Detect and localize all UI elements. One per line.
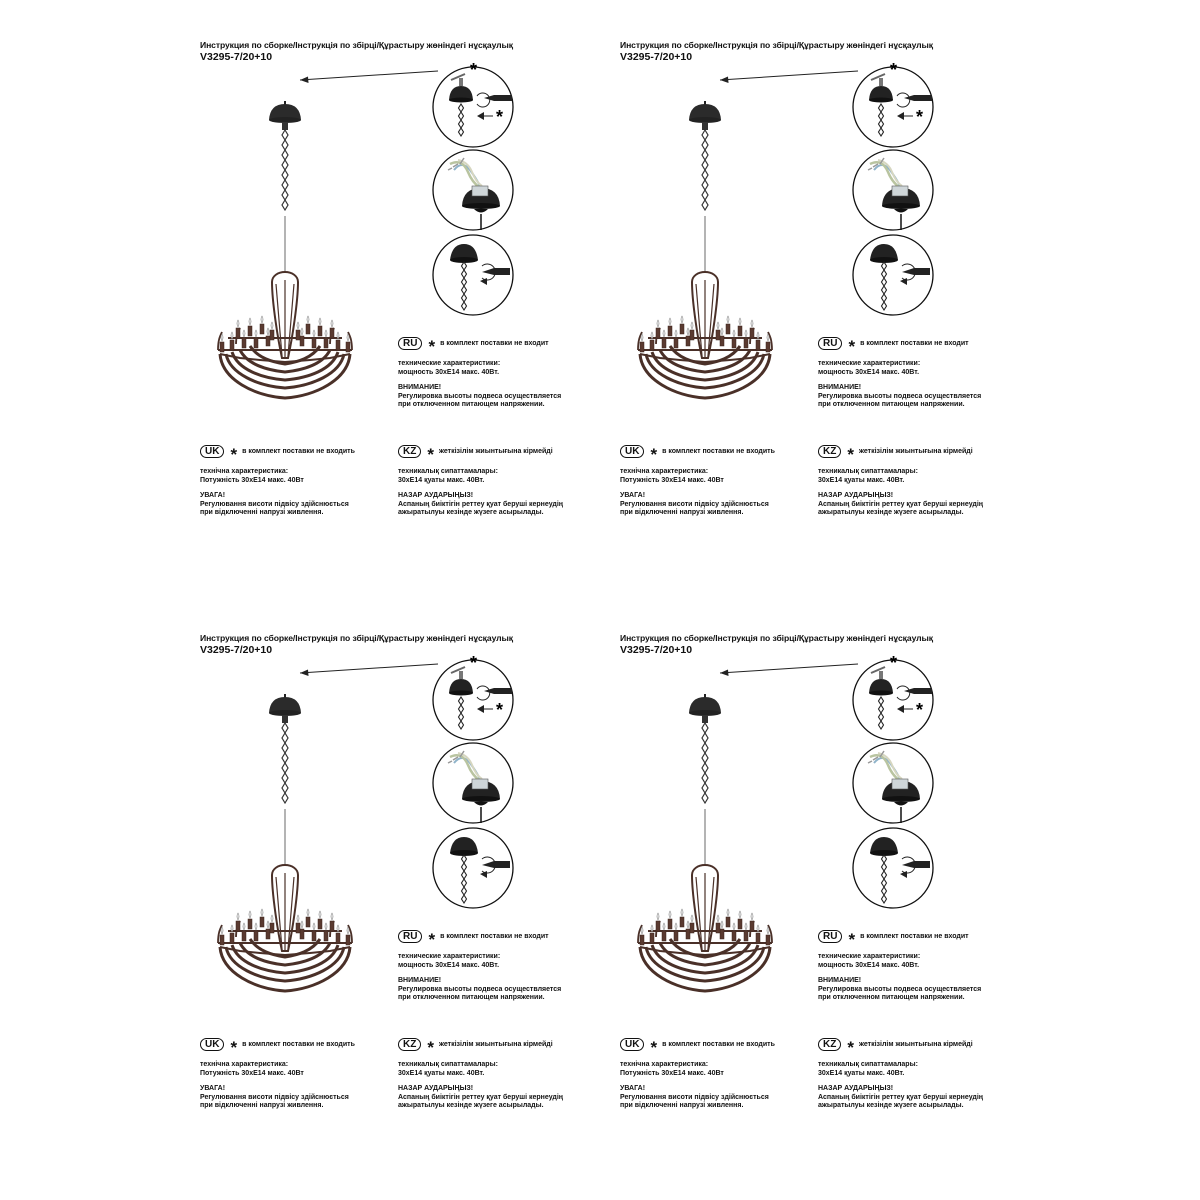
wire-connection-step-icon: [433, 743, 513, 823]
kz-badge: KZ: [398, 445, 421, 458]
uk-spec-value: Потужність 30xE14 макс. 40Вт: [620, 476, 724, 484]
uk-spec-value: Потужність 30xE14 макс. 40Вт: [620, 1069, 724, 1077]
ru-spec-block: [398, 360, 561, 410]
uk-warning-title: УВАГА!: [620, 1085, 646, 1093]
pointer-arrow-icon: [300, 664, 438, 676]
uk-note: в комплект поставки не входить: [242, 1041, 355, 1048]
ru-note: в комплект поставки не входит: [440, 933, 549, 940]
ru-warning-line-1: Регулировка высоты подвеса осуществляется: [398, 985, 562, 993]
asterisk-icon: *: [427, 1037, 434, 1057]
ru-spec-title: технические характеристики:: [818, 360, 921, 367]
ru-note: в комплект поставки не входит: [440, 340, 549, 347]
asterisk-icon: *: [650, 444, 658, 464]
ru-spec-block: [398, 953, 561, 1003]
instruction-sheet: [200, 633, 620, 1193]
uk-spec-title: технічна характеристика:: [620, 1061, 709, 1068]
uk-warning-line-2: при відключенні напрузі живлення.: [620, 509, 744, 517]
chandelier-icon: [218, 216, 352, 398]
ru-note-row: [818, 929, 969, 949]
kz-badge: KZ: [818, 445, 841, 458]
ru-warning-title: ВНИМАНИЕ!: [398, 384, 442, 392]
ru-warning-title: ВНИМАНИЕ!: [818, 384, 862, 392]
page-title: Инструкция по сборке/Інструкція по збірці/Құрастыру жөніндегі нұсқаулық: [200, 40, 513, 50]
kz-spec-block: [818, 468, 983, 518]
ru-warning-line-2: при отключенном питающем напряжении.: [398, 401, 545, 409]
uk-warning-line-1: Регулювання висоти підвісу здійснюється: [620, 500, 769, 508]
kz-note-row: [818, 1037, 973, 1057]
wire-connection-step-icon: [853, 743, 933, 823]
ru-warning-line-2: при отключенном питающем напряжении.: [818, 401, 965, 409]
kz-warning-title: НАЗАР АУДАРЫҢЫЗ!: [398, 1085, 474, 1093]
kz-warning-line-1: Аспаның биіктігін реттеу қуат беруші кернеудің: [398, 500, 564, 508]
uk-badge: UK: [200, 1038, 224, 1051]
page-title: Инструкция по сборке/Інструкція по збірці/Құрастыру жөніндегі нұсқаулық: [620, 40, 933, 50]
step-marker-top: *: [470, 653, 478, 673]
instruction-sheet: [200, 40, 620, 600]
uk-warning-line-2: при відключенні напрузі живлення.: [200, 1102, 324, 1110]
uk-spec-block: [620, 468, 769, 518]
canopy-cover-step-icon: [433, 828, 513, 908]
kz-warning-line-1: Аспаның биіктігін реттеу қуат беруші кернеудің: [398, 1093, 564, 1101]
kz-spec-title: техникалық сипаттамалары:: [398, 468, 498, 475]
uk-badge: UK: [620, 445, 644, 458]
kz-spec-block: [398, 468, 563, 518]
instruction-sheet: [620, 633, 1040, 1193]
kz-warning-title: НАЗАР АУДАРЫҢЫЗ!: [818, 492, 894, 500]
kz-note: жеткізілім жиынтығына кірмейді: [438, 1041, 553, 1048]
ru-spec-block: [818, 360, 981, 410]
ru-note-row: [398, 929, 549, 949]
ru-spec-title: технические характеристики:: [398, 360, 501, 367]
ru-note: в комплект поставки не входит: [860, 340, 969, 347]
chandelier-icon: [218, 809, 352, 991]
kz-warning-line-2: ажыратылуы кезінде жүзеге асырылады.: [818, 509, 964, 517]
asterisk-icon: *: [427, 444, 434, 464]
uk-warning-line-1: Регулювання висоти підвісу здійснюється: [620, 1093, 769, 1101]
asterisk-icon: *: [847, 444, 854, 464]
page-title: Инструкция по сборке/Інструкція по збірці/Құрастыру жөніндегі нұсқаулық: [620, 633, 933, 643]
step-marker-top: *: [890, 60, 898, 80]
kz-warning-line-2: ажыратылуы кезінде жүзеге асырылады.: [818, 1102, 964, 1110]
asterisk-icon: *: [848, 336, 856, 356]
kz-badge: KZ: [818, 1038, 841, 1051]
uk-note-row: [620, 1037, 775, 1057]
ru-note-row: [398, 336, 549, 356]
uk-warning-line-2: при відключенні напрузі живлення.: [200, 509, 324, 517]
pointer-arrow-icon: [720, 664, 858, 676]
uk-spec-title: технічна характеристика:: [200, 1061, 289, 1068]
step-marker-bottom: *: [916, 700, 924, 720]
kz-warning-title: НАЗАР АУДАРЫҢЫЗ!: [398, 492, 474, 500]
ru-spec-block: [818, 953, 981, 1003]
uk-spec-block: [200, 468, 349, 518]
ru-warning-line-1: Регулировка высоты подвеса осуществляется: [818, 392, 982, 400]
ceiling-canopy-icon: [269, 101, 301, 210]
wire-connection-step-icon: [853, 150, 933, 230]
kz-note: жеткізілім жиынтығына кірмейді: [438, 448, 553, 455]
uk-note-row: [200, 444, 355, 464]
uk-spec-title: технічна характеристика:: [200, 468, 289, 475]
ru-badge: RU: [398, 337, 422, 350]
canopy-cover-step-icon: [433, 235, 513, 315]
uk-badge: UK: [200, 445, 224, 458]
ru-spec-title: технические характеристики:: [818, 953, 921, 960]
uk-spec-value: Потужність 30xE14 макс. 40Вт: [200, 1069, 304, 1077]
canopy-cover-step-icon: [853, 828, 933, 908]
kz-note-row: [398, 1037, 553, 1057]
kz-warning-title: НАЗАР АУДАРЫҢЫЗ!: [818, 1085, 894, 1093]
kz-warning-line-1: Аспаның биіктігін реттеу қуат беруші кернеудің: [818, 1093, 984, 1101]
uk-spec-block: [620, 1061, 769, 1111]
uk-warning-line-2: при відключенні напрузі живлення.: [620, 1102, 744, 1110]
kz-note-row: [398, 444, 553, 464]
canopy-cover-step-icon: [853, 235, 933, 315]
uk-note: в комплект поставки не входить: [662, 448, 775, 455]
uk-warning-title: УВАГА!: [200, 1085, 226, 1093]
ru-spec-value: мощность 30xE14 макс. 40Вт.: [398, 368, 500, 376]
uk-warning-title: УВАГА!: [200, 492, 226, 500]
uk-note-row: [200, 1037, 355, 1057]
ceiling-canopy-icon: [269, 694, 301, 803]
chandelier-icon: [638, 216, 772, 398]
ru-warning-title: ВНИМАНИЕ!: [398, 977, 442, 985]
model-number: V3295-7/20+10: [200, 644, 273, 656]
ru-spec-value: мощность 30xE14 макс. 40Вт.: [818, 961, 920, 969]
page-title: Инструкция по сборке/Інструкція по збірці/Құрастыру жөніндегі нұсқаулық: [200, 633, 513, 643]
model-number: V3295-7/20+10: [620, 51, 693, 63]
step-marker-bottom: *: [496, 700, 504, 720]
asterisk-icon: *: [230, 444, 238, 464]
uk-note: в комплект поставки не входить: [242, 448, 355, 455]
ceiling-canopy-icon: [689, 694, 721, 803]
asterisk-icon: *: [428, 336, 436, 356]
kz-spec-value: 30xE14 қуаты макс. 40Вт.: [818, 1069, 905, 1077]
uk-spec-value: Потужність 30xE14 макс. 40Вт: [200, 476, 304, 484]
ceiling-canopy-icon: [689, 101, 721, 210]
ru-warning-line-1: Регулировка высоты подвеса осуществляется: [398, 392, 562, 400]
asterisk-icon: *: [230, 1037, 238, 1057]
kz-spec-value: 30xE14 қуаты макс. 40Вт.: [398, 476, 485, 484]
kz-warning-line-1: Аспаның биіктігін реттеу қуат беруші кернеудің: [818, 500, 984, 508]
kz-spec-block: [398, 1061, 563, 1111]
ru-badge: RU: [818, 930, 842, 943]
kz-note: жеткізілім жиынтығына кірмейді: [858, 448, 973, 455]
model-number: V3295-7/20+10: [200, 51, 273, 63]
uk-note-row: [620, 444, 775, 464]
pointer-arrow-icon: [300, 71, 438, 83]
ru-note-row: [818, 336, 969, 356]
uk-spec-title: технічна характеристика:: [620, 468, 709, 475]
ru-warning-line-2: при отключенном питающем напряжении.: [818, 994, 965, 1002]
step-marker-bottom: *: [496, 107, 504, 127]
kz-spec-title: техникалық сипаттамалары:: [398, 1061, 498, 1068]
ru-spec-value: мощность 30xE14 макс. 40Вт.: [398, 961, 500, 969]
asterisk-icon: *: [428, 929, 436, 949]
uk-spec-block: [200, 1061, 349, 1111]
kz-badge: KZ: [398, 1038, 421, 1051]
kz-spec-value: 30xE14 қуаты макс. 40Вт.: [398, 1069, 485, 1077]
asterisk-icon: *: [847, 1037, 854, 1057]
model-number: V3295-7/20+10: [620, 644, 693, 656]
kz-warning-line-2: ажыратылуы кезінде жүзеге асырылады.: [398, 1102, 544, 1110]
asterisk-icon: *: [848, 929, 856, 949]
kz-note-row: [818, 444, 973, 464]
ru-warning-line-1: Регулировка высоты подвеса осуществляется: [818, 985, 982, 993]
kz-note: жеткізілім жиынтығына кірмейді: [858, 1041, 973, 1048]
kz-spec-block: [818, 1061, 983, 1111]
uk-warning-line-1: Регулювання висоти підвісу здійснюється: [200, 1093, 349, 1101]
ru-spec-title: технические характеристики:: [398, 953, 501, 960]
uk-warning-line-1: Регулювання висоти підвісу здійснюється: [200, 500, 349, 508]
uk-warning-title: УВАГА!: [620, 492, 646, 500]
ru-note: в комплект поставки не входит: [860, 933, 969, 940]
pointer-arrow-icon: [720, 71, 858, 83]
kz-warning-line-2: ажыратылуы кезінде жүзеге асырылады.: [398, 509, 544, 517]
kz-spec-title: техникалық сипаттамалары:: [818, 1061, 918, 1068]
kz-spec-value: 30xE14 қуаты макс. 40Вт.: [818, 476, 905, 484]
ru-badge: RU: [818, 337, 842, 350]
ru-warning-line-2: при отключенном питающем напряжении.: [398, 994, 545, 1002]
asterisk-icon: *: [650, 1037, 658, 1057]
step-marker-top: *: [470, 60, 478, 80]
uk-badge: UK: [620, 1038, 644, 1051]
kz-spec-title: техникалық сипаттамалары:: [818, 468, 918, 475]
ru-warning-title: ВНИМАНИЕ!: [818, 977, 862, 985]
uk-note: в комплект поставки не входить: [662, 1041, 775, 1048]
ru-badge: RU: [398, 930, 422, 943]
chandelier-icon: [638, 809, 772, 991]
step-marker-bottom: *: [916, 107, 924, 127]
wire-connection-step-icon: [433, 150, 513, 230]
ru-spec-value: мощность 30xE14 макс. 40Вт.: [818, 368, 920, 376]
step-marker-top: *: [890, 653, 898, 673]
instruction-sheet: [620, 40, 1040, 600]
